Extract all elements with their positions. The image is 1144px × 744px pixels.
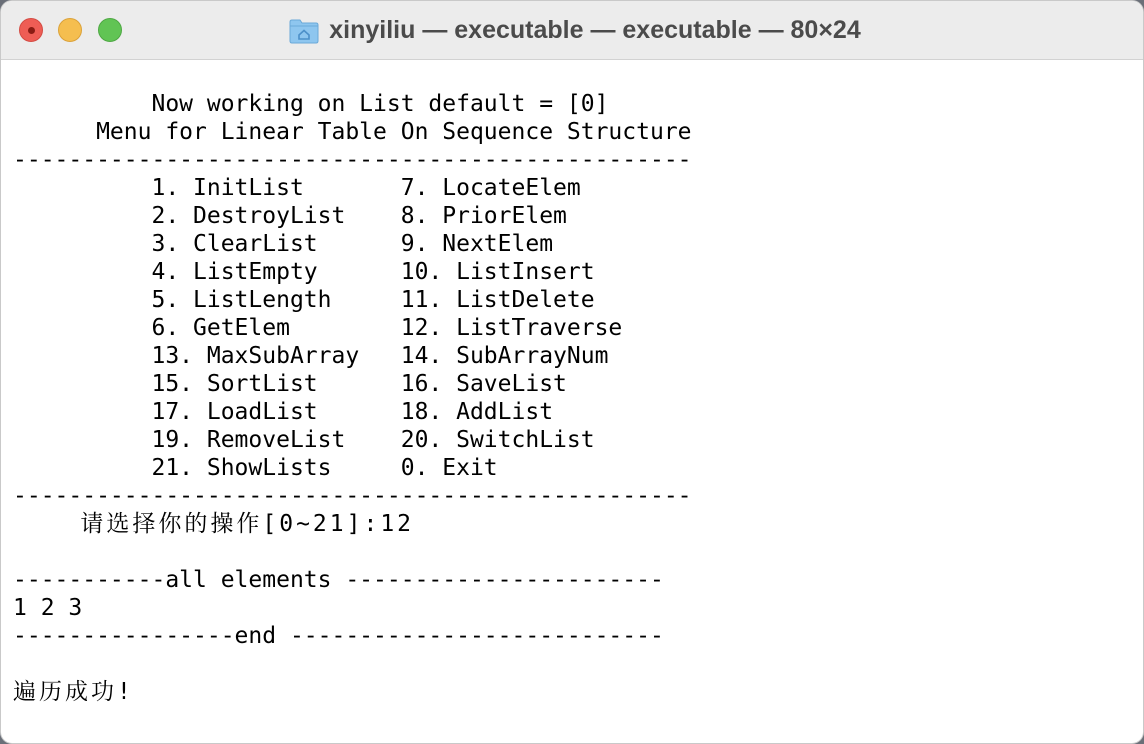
terminal-line: 1. InitList 7. LocateElem: [13, 175, 581, 201]
terminal-line: 4. ListEmpty 10. ListInsert: [13, 259, 595, 285]
terminal-line: Menu for Linear Table On Sequence Structure: [13, 119, 692, 145]
terminal-line: 17. LoadList 18. AddList: [13, 399, 554, 425]
terminal-prompt-line: 请选择你的操作[0~21]:12: [13, 511, 415, 537]
terminal-result-line: 遍历成功!: [13, 679, 134, 705]
terminal-line: Now working on List default = [0]: [13, 91, 609, 117]
terminal-line: 19. RemoveList 20. SwitchList: [13, 427, 595, 453]
terminal-line: -----------all elements -----------------------: [13, 567, 664, 593]
terminal-line: 2. DestroyList 8. PriorElem: [13, 203, 567, 229]
terminal-line: ----------------end ---------------------------: [13, 623, 664, 649]
title-bar[interactable]: [1, 1, 1144, 60]
terminal-line: 15. SortList 16. SaveList: [13, 371, 567, 397]
terminal-line: 21. ShowLists 0. Exit: [13, 455, 498, 481]
terminal-line: [13, 538, 1133, 566]
terminal-line: 6. GetElem 12. ListTraverse: [13, 315, 623, 341]
home-folder-icon: [289, 18, 319, 44]
terminal-line: 13. MaxSubArray 14. SubArrayNum: [13, 343, 609, 369]
terminal-output[interactable]: [13, 90, 1133, 735]
window-title: xinyiliu — executable — executable — 80×24: [329, 16, 861, 44]
window-title-area: [1, 1, 1144, 60]
terminal-line: 3. ClearList 9. NextElem: [13, 231, 554, 257]
terminal-line: -------------------------------------------------: [13, 483, 692, 509]
terminal-line: [13, 650, 1133, 678]
terminal-line: 1 2 3: [13, 595, 83, 621]
terminal-line: -------------------------------------------------: [13, 147, 692, 173]
terminal-line: 5. ListLength 11. ListDelete: [13, 287, 595, 313]
